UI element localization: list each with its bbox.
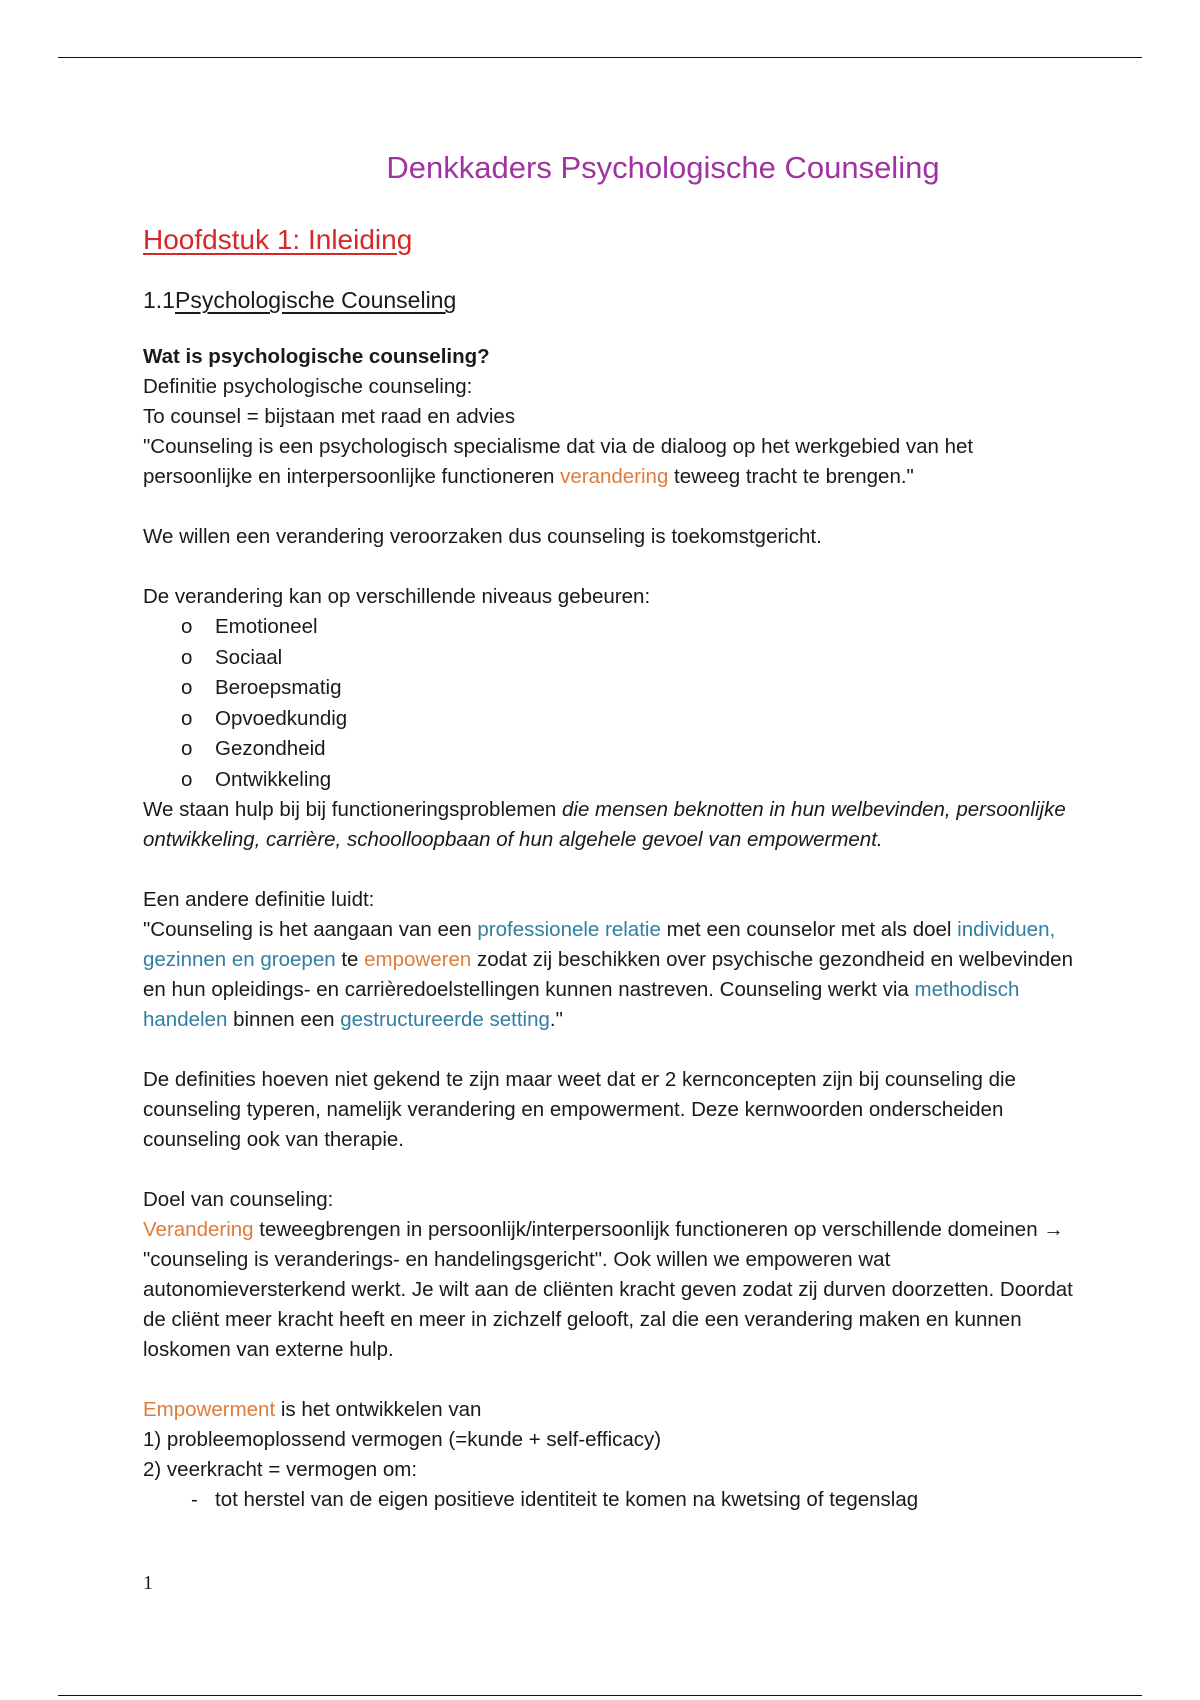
page-number: 1 <box>143 1572 153 1594</box>
bullet-mark: o <box>181 737 193 760</box>
definition-2-text: zodat zij beschikken over psychische gezondheid en welbevinden en hun opleidings- en carrièredoelstellingen kunnen nastreven. Counseling werkt via <box>143 948 1073 1001</box>
chapter-heading: Hoofdstuk 1: Inleiding <box>143 224 413 255</box>
arrow-icon: → <box>1043 1218 1064 1241</box>
goal-paragraph <box>143 1215 1073 1365</box>
definition-2-text: ." <box>549 1008 563 1031</box>
keyword-individuen: individuen, gezinnen en groepen <box>143 918 1056 971</box>
header-rule <box>58 57 1142 58</box>
section-number: 1.1 <box>143 287 175 313</box>
future-oriented-line: We willen een verandering veroorzaken dus counseling is toekomstgericht. <box>143 525 822 548</box>
list-item <box>181 734 1073 765</box>
bullet-mark: o <box>181 615 193 638</box>
definition-2-intro: Een andere definitie luidt: <box>143 888 375 911</box>
definition-2-text: "Counseling is het aangaan van een <box>143 918 478 941</box>
footer-rule <box>58 1695 1142 1696</box>
bullet-mark: o <box>181 767 193 791</box>
bullet-mark: o <box>181 645 193 669</box>
bullet-mark: o <box>181 706 193 730</box>
goal-text: teweegbrengen in persoonlijk/interpersoonlijk functioneren op verschillende domeinen <box>253 1218 1044 1241</box>
levels-list <box>143 612 1073 795</box>
numbered-item-2: 2) veerkracht = vermogen om: <box>143 1458 418 1481</box>
empowerment-text: is het ontwikkelen van <box>275 1398 482 1421</box>
section-title: Psychologische Counseling <box>174 287 457 313</box>
keyword-professionele-relatie: professionele relatie <box>477 918 661 941</box>
numbered-item-1: 1) probleemoplossend vermogen (=kunde + self-efficacy) <box>143 1428 662 1451</box>
keyword-gestructureerde-setting: gestructureerde setting <box>340 1008 550 1031</box>
question-heading: Wat is psychologische counseling? <box>143 345 490 368</box>
definition-1 <box>143 432 1073 492</box>
level-label: Gezondheid <box>215 737 326 760</box>
help-paragraph <box>143 795 1073 855</box>
keyword-methodisch-handelen: methodisch handelen <box>143 978 1020 1031</box>
goal-intro: Doel van counseling: <box>143 1188 334 1211</box>
definition-intro: Definitie psychologische counseling: <box>143 375 473 398</box>
definition-2-text: met een counselor met als doel <box>660 918 958 941</box>
definition-1-text: "Counseling is een psychologisch specialisme dat via de dialoog op het werkgebied van het persoonlijke en interpersoonlijke functioneren <box>143 435 974 488</box>
keyword-verandering: Verandering <box>143 1218 254 1241</box>
dash-mark: - <box>191 1488 198 1511</box>
keyword-verandering: verandering <box>560 465 669 488</box>
definition-2 <box>143 915 1073 1035</box>
help-italic-text: die mensen beknotten in hun welbevinden, persoonlijke ontwikkeling, carrière, schoolloopbaan of hun algehele gevoel van empowerment. <box>143 798 1066 851</box>
level-label: Beroepsmatig <box>215 676 342 699</box>
level-label: Emotioneel <box>215 615 318 638</box>
to-counsel-line: To counsel = bijstaan met raad en advies <box>143 405 516 428</box>
document-title: Denkkaders Psychologische Counseling <box>386 150 940 185</box>
definition-1-end: teweeg tracht te brengen." <box>668 465 914 488</box>
section-heading <box>143 284 1073 316</box>
list-item <box>181 673 1073 704</box>
levels-intro: De verandering kan op verschillende niveaus gebeuren: <box>143 585 651 608</box>
list-item <box>191 1485 1073 1515</box>
goal-text: "counseling is veranderings- en handelingsgericht". Ook willen we empoweren wat autonomieversterkend werkt. Je wilt aan de cliënten kracht geven zodat zij durven doorzetten. Doordat de cliënt meer kracht heeft en meer in zichzelf gelooft, zal die een verandering maken en kunnen loskomen van externe hulp. <box>143 1248 1073 1361</box>
keyword-empowerment: Empowerment <box>143 1398 276 1421</box>
empowerment-line <box>143 1395 1073 1425</box>
keyword-empoweren: empoweren <box>364 948 472 971</box>
level-label: Opvoedkundig <box>215 706 348 730</box>
sub-item-text: tot herstel van de eigen positieve identiteit te komen na kwetsing of tegenslag <box>215 1488 919 1511</box>
definition-2-text: te <box>335 948 365 971</box>
level-label: Ontwikkeling <box>215 767 332 791</box>
list-item <box>181 612 1073 643</box>
bullet-mark: o <box>181 676 193 699</box>
definition-2-text: binnen een <box>227 1008 341 1031</box>
list-item <box>181 704 1073 735</box>
list-item <box>181 765 1073 796</box>
document-page <box>143 140 1073 1515</box>
level-label: Sociaal <box>215 645 283 669</box>
sub-list <box>143 1485 1073 1515</box>
core-concepts-paragraph: De definities hoeven niet gekend te zijn maar weet dat er 2 kernconcepten zijn bij counseling die counseling typeren, namelijk verandering en empowerment. Deze kernwoorden onderscheiden counseling ook van therapie. <box>143 1068 1016 1151</box>
list-item <box>181 643 1073 674</box>
help-text: We staan hulp bij bij functioneringsproblemen <box>143 798 562 821</box>
